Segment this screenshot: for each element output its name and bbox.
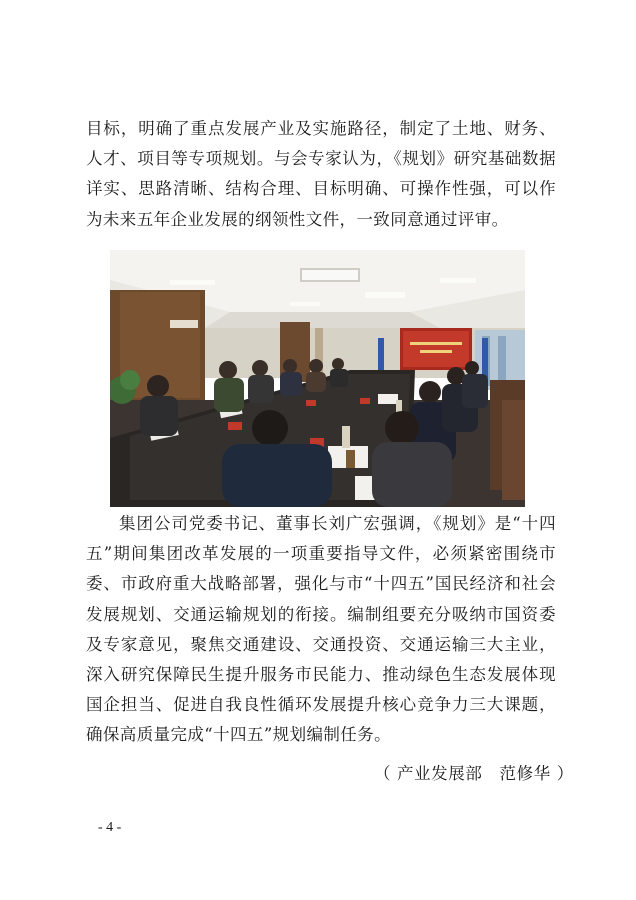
author-signature: （ 产业发展部 范修华 ） xyxy=(374,764,574,783)
body-paragraph-2: 集团公司党委书记、董事长刘广宏强调，《规划》是“十四五”期间集团改革发展的一项重要指导文件，必须紧密围绕市委、市政府重大战略部署，强化与市“十四五”国民经济和社会发展规划、交通运输规划的衔接。编制组要充分吸纳市国资委及专家意见，聚焦交通建设、交通投资、交通运输三大主业，深入研究保障民生提升服务市民能力、推动绿色生态发展体现国企担当、促进自我良性循环发展提升核心竞争力三大课题，确保高质量完成“十四五”规划编制任务。 xyxy=(86,514,556,745)
page-number: - 4 - xyxy=(98,820,122,835)
meeting-photo xyxy=(110,250,525,507)
body-paragraph-1: 目标，明确了重点发展产业及实施路径，制定了土地、财务、人才、项目等专项规划。与会专家认为，《规划》研究基础数据详实、思路清晰、结构合理、目标明确、可操作性强，可以作为未来五年企业发展的纲领性文件，一致同意通过评审。 xyxy=(86,119,556,229)
